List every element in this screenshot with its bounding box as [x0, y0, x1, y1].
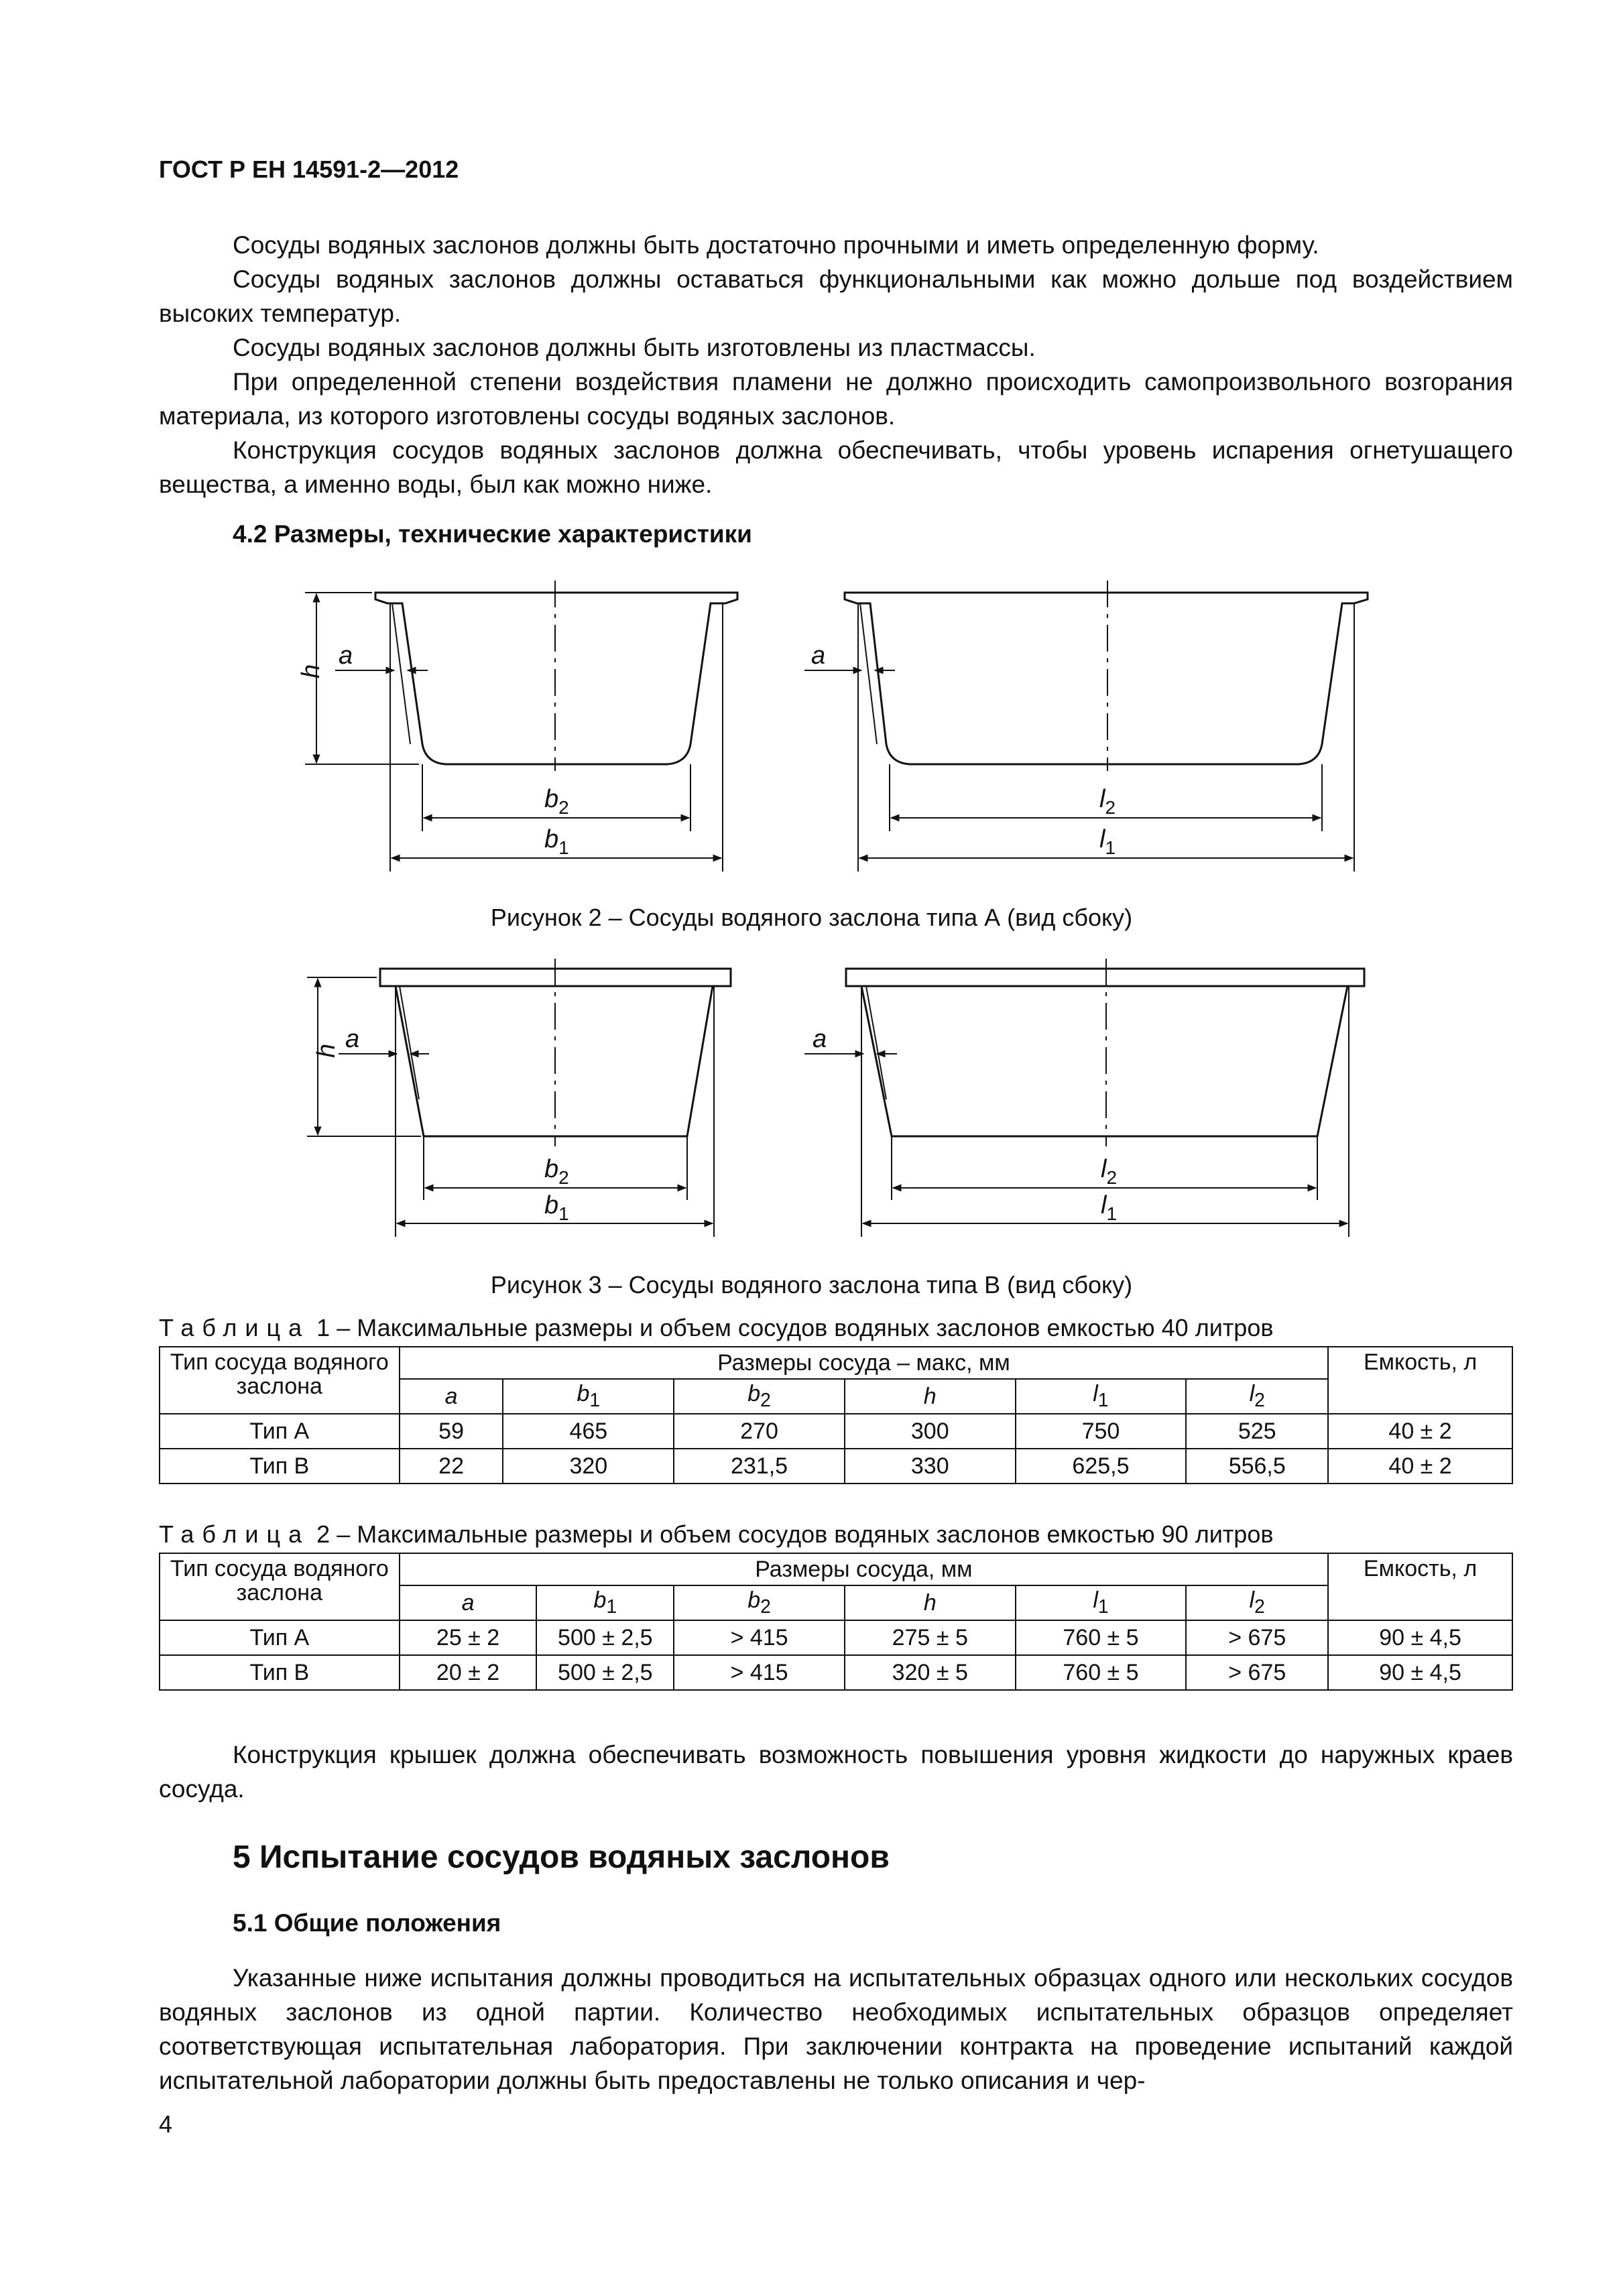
document-header: ГОСТ Р ЕН 14591-2—2012: [159, 156, 459, 183]
table2-cell: 320 ± 5: [845, 1655, 1016, 1690]
fig3-label-l1: $l_1$: [1101, 1191, 1118, 1224]
table1-col-header: h: [845, 1379, 1016, 1414]
table1-cell: 22: [400, 1449, 503, 1484]
table1-cell: 40 ± 2: [1328, 1449, 1512, 1484]
section-4-2-heading: 4.2 Размеры, технические характеристики: [233, 520, 752, 548]
section-5-1-text: [159, 1961, 1513, 2098]
figure2-caption: Рисунок 2 – Сосуды водяного заслона типа А (вид сбоку): [490, 904, 1133, 931]
fig3-label-a-right: a: [813, 1025, 827, 1053]
table1-cell: 625,5: [1016, 1449, 1187, 1484]
table2-cell: Тип В: [160, 1655, 400, 1690]
table2-cell: 90 ± 4,5: [1328, 1655, 1512, 1690]
paragraph: Сосуды водяных заслонов должны оставаться функциональными как можно дольше под воздействием высоких температур.: [159, 265, 1513, 327]
fig3-label-b1: $b_1$: [544, 1191, 569, 1224]
section-5-1-heading: 5.1 Общие положения: [233, 1909, 501, 1937]
table1-cell: 231,5: [674, 1449, 845, 1484]
fig2-vessel-b: [305, 581, 737, 871]
table1-cell: 465: [503, 1414, 674, 1449]
table1-header-dims: Размеры сосуда – макс, мм: [400, 1347, 1328, 1379]
fig2-label-l1: $l_1$: [1099, 825, 1116, 858]
fig3-label-a-left: a: [345, 1025, 360, 1053]
table2-caption: [159, 1520, 1273, 1549]
table2-cell: 20 ± 2: [400, 1655, 537, 1690]
fig2-label-l2: $l_2$: [1099, 785, 1116, 818]
table2-col-header: a: [400, 1585, 537, 1620]
fig2-label-b1: $b_1$: [544, 825, 569, 858]
section-5-heading: 5 Испытание сосудов водяных заслонов: [233, 1839, 890, 1875]
table1-caption-prefix: Таблица: [159, 1314, 310, 1341]
table1-cell: 270: [674, 1414, 845, 1449]
fig3-label-l2: $l_2$: [1101, 1155, 1118, 1188]
lid-text: [159, 1738, 1513, 1806]
table1-cell: 750: [1016, 1414, 1187, 1449]
table2-cell: 275 ± 5: [845, 1620, 1016, 1655]
table1-cell: 556,5: [1186, 1449, 1328, 1484]
fig3-label-b2: $b_2$: [544, 1155, 569, 1188]
table2-col-header: $b_2$: [674, 1585, 845, 1620]
figure3-caption: Рисунок 3 – Сосуды водяного заслона типа В (вид сбоку): [490, 1271, 1133, 1298]
table2-cell: 90 ± 4,5: [1328, 1620, 1512, 1655]
table1-cell: 320: [503, 1449, 674, 1484]
table2-header-type: Тип сосуда водяного заслона: [160, 1553, 400, 1620]
table2-cell: 760 ± 5: [1016, 1655, 1187, 1690]
fig2-label-h: h: [297, 664, 325, 678]
table2-caption-text: – Максимальные размеры и объем сосудов водяных заслонов емкостью 90 литров: [337, 1520, 1274, 1548]
table2-cell: 760 ± 5: [1016, 1620, 1187, 1655]
paragraph: Конструкция крышек должна обеспечивать возможность повышения уровня жидкости до наружных краев сосуда.: [159, 1741, 1513, 1803]
table2-caption-prefix: Таблица: [159, 1520, 310, 1548]
table-row: [160, 1414, 1512, 1449]
page-number: 4: [159, 2110, 173, 2138]
table1-cell: 300: [845, 1414, 1016, 1449]
table1-cell: 40 ± 2: [1328, 1414, 1512, 1449]
table-row: [160, 1449, 1512, 1484]
table2-cell: 500 ± 2,5: [536, 1620, 674, 1655]
table1-header-type: Тип сосуда водяного заслона: [160, 1347, 400, 1414]
table2-cell: > 415: [674, 1655, 845, 1690]
table2: [159, 1553, 1513, 1691]
table1-cell: 525: [1186, 1414, 1328, 1449]
table1-col-header: a: [400, 1379, 503, 1414]
fig3-vessel-b: [307, 959, 731, 1237]
table1-header-capacity: Емкость, л: [1328, 1347, 1512, 1414]
table2-cell: 500 ± 2,5: [536, 1655, 674, 1690]
table-row: [160, 1655, 1512, 1690]
table1-col-header: $b_2$: [674, 1379, 845, 1414]
fig2-vessel-l: [804, 581, 1368, 871]
table1-cell: 59: [400, 1414, 503, 1449]
table2-col-header: $l_1$: [1016, 1585, 1187, 1620]
table1-col-header: $l_1$: [1016, 1379, 1187, 1414]
table1-cell: Тип В: [160, 1449, 400, 1484]
table1-caption-number: 1: [316, 1314, 330, 1341]
table1-col-header: $l_2$: [1186, 1379, 1328, 1414]
table2-cell: > 675: [1186, 1620, 1328, 1655]
paragraph: Сосуды водяных заслонов должны быть достаточно прочными и иметь определенную форму.: [233, 231, 1319, 259]
fig2-label-b2: $b_2$: [544, 785, 569, 818]
fig2-label-a-left: a: [339, 642, 353, 670]
table1-cell: Тип А: [160, 1414, 400, 1449]
paragraph: Конструкция сосудов водяных заслонов должна обеспечивать, чтобы уровень испарения огнетушащего вещества, а именно воды, был как можно ниже.: [159, 436, 1513, 498]
table2-header-dims: Размеры сосуда, мм: [400, 1553, 1328, 1585]
table2-cell: > 415: [674, 1620, 845, 1655]
fig3-vessel-l: [804, 959, 1364, 1237]
table2-cell: > 675: [1186, 1655, 1328, 1690]
table1-caption-text: – Максимальные размеры и объем сосудов водяных заслонов емкостью 40 литров: [337, 1314, 1274, 1341]
table1-cell: 330: [845, 1449, 1016, 1484]
paragraph: Сосуды водяных заслонов должны быть изготовлены из пластмассы.: [233, 334, 1036, 361]
table2-cell: Тип А: [160, 1620, 400, 1655]
table2-col-header: $b_1$: [536, 1585, 674, 1620]
table1-col-header: $b_1$: [503, 1379, 674, 1414]
paragraph: Указанные ниже испытания должны проводиться на испытательных образцах одного или нескольких сосудов водяных заслонов из одной партии. Количество необходимых испытательных образцов определяет соответствующая испытательная лаборатория. При заключении контракта на проведение испытаний каждой испытательной лаборатории должны быть предоставлены не только описания и чер-: [159, 1964, 1513, 2094]
table2-col-header: h: [845, 1585, 1016, 1620]
fig2-label-a-right: a: [811, 642, 826, 670]
table2-col-header: $l_2$: [1186, 1585, 1328, 1620]
table2-header-capacity: Емкость, л: [1328, 1553, 1512, 1620]
table-row: [160, 1620, 1512, 1655]
paragraph: При определенной степени воздействия пламени не должно происходить самопроизвольного возгорания материала, из которого изготовлены сосуды водяных заслонов.: [159, 368, 1513, 430]
table1: [159, 1346, 1513, 1484]
fig3-label-h: h: [312, 1043, 341, 1058]
table1-caption: [159, 1314, 1273, 1342]
table2-cell: 25 ± 2: [400, 1620, 537, 1655]
table2-caption-number: 2: [316, 1520, 330, 1548]
